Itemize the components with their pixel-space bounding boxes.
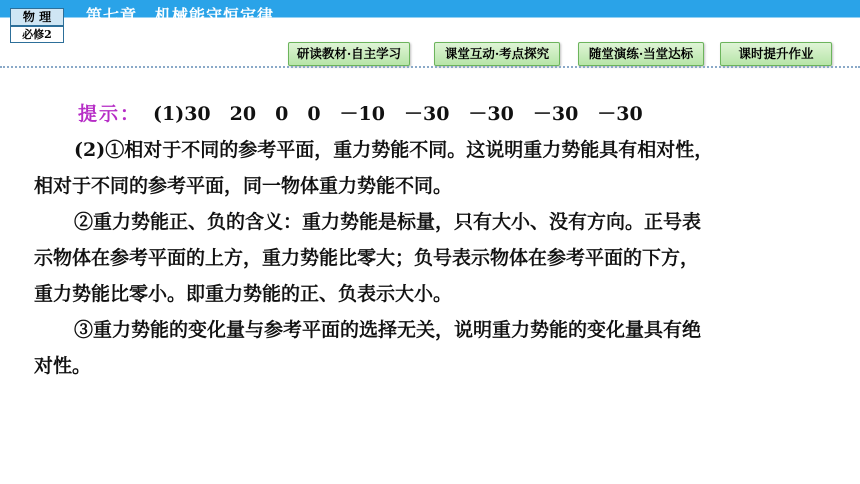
chapter-title xyxy=(86,3,274,26)
part1-answers: (1)30 20 0 0 －10 －30 －30 －30 －30 xyxy=(153,103,643,125)
subject-label: 物 理 xyxy=(10,8,64,26)
tab-homework[interactable]: 课时提升作业 xyxy=(720,42,832,66)
tab-classroom-interaction[interactable]: 课堂互动·考点探究 xyxy=(434,42,560,66)
hint-label: 提示： xyxy=(78,103,142,125)
tab-in-class-practice[interactable]: 随堂演练·当堂达标 xyxy=(578,42,704,66)
tab-study-textbook[interactable]: 研读教材·自主学习 xyxy=(288,42,410,66)
chapter-number: 第七章 xyxy=(86,6,138,25)
paragraph-4-line-2: 对性。 xyxy=(34,355,92,377)
paragraph-2-line-1: (2)①相对于不同的参考平面，重力势能不同。这说明重力势能具有相对性， xyxy=(74,139,714,161)
header-divider xyxy=(0,66,860,68)
paragraph-3-line-2: 示物体在参考平面的上方，重力势能比零大；负号表示物体在参考平面的下方， xyxy=(34,247,700,269)
paragraph-4-line-1: ③重力势能的变化量与参考平面的选择无关，说明重力势能的变化量具有绝 xyxy=(74,319,702,341)
paragraph-2-line-2: 相对于不同的参考平面，同一物体重力势能不同。 xyxy=(34,175,453,197)
answer-content xyxy=(34,96,834,384)
paragraph-3-line-1: ②重力势能正、负的含义：重力势能是标量，只有大小、没有方向。正号表 xyxy=(74,211,702,233)
course-label: 必修2 xyxy=(10,26,64,43)
hint-line xyxy=(34,96,834,132)
chapter-name: 机械能守恒定律 xyxy=(155,6,275,25)
paragraph-3-line-3: 重力势能比零小。即重力势能的正、负表示大小。 xyxy=(34,283,453,305)
